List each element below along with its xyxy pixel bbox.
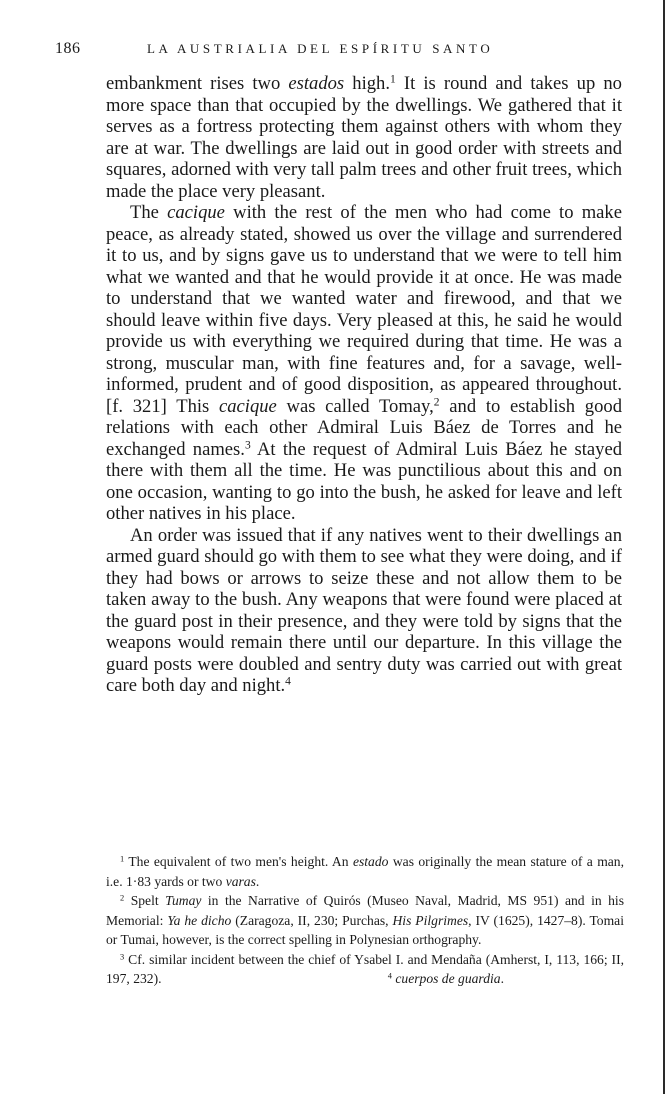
running-head: LA AUSTRIALIA DEL ESPÍRITU SANTO [147, 41, 494, 56]
footnotes [106, 852, 624, 989]
footnote-ref-2: 2 [433, 396, 440, 409]
page-edge-line [663, 0, 665, 1094]
page-number: 186 [55, 40, 81, 57]
body-text [106, 73, 622, 697]
footnote-ref-3: 3 [244, 439, 251, 452]
footnote-2: $^2$ Spelt Tumay in the Narrative of Quirós (Museo Naval, Madrid, MS 951) and in his Memorial: Ya he dicho (Zaragoza, II, 230; Purchas, His Pilgrimes, IV (1625), 1427–8). Tomai or Tumai, however, is the correct spelling in Polynesian orthography. [106, 892, 624, 947]
paragraph-1: embankment rises two estados high.$^1$ It is round and takes up no more space than that occupied by the dwellings. We gathered that it serves as a fortress protecting them against others with whom they are at war. The dwellings are laid out in good order with streets and squares, adorned with very tall palm trees and other fruit trees, which made the place very pleasant. [106, 73, 622, 202]
footnote-3: $^3$ Cf. similar incident between the chief of Ysabel I. and Mendaña (Amherst, I, 113, 166; II, 197, 232). [106, 950, 624, 986]
paragraph-2: The cacique with the rest of the men who had come to make peace, as already stated, showed us over the village and surrendered it to us, and by signs gave us to understand that we were to tell him what we wanted and that he would provide it at once. He was made to understand that we wanted water and firewood, and that we should leave within five days. Very pleased at this, he said he would provide us with everything we required during that time. He was a strong, muscular man, with fine features and, for a savage, well-informed, prudent and of good disposition, as appeared throughout. [f. 321] This cacique was called Tomay,$^2$ and to establish good relations with each other Admiral Luis Báez de Torres and he exchanged names.$^3$ At the request of Admiral Luis Báez he stayed there with them all the time. He was punctilious about this and on one occasion, wanting to go into the bush, he asked for leave and left other natives in his place. [106, 202, 622, 524]
footnote-4: $^4$ cuerpos de guardia. [387, 970, 504, 986]
footnote-ref-1: 1 [389, 73, 396, 86]
footnote-3-4-line [106, 950, 624, 989]
footnote-1: $^1$ The equivalent of two men's height. An estado was originally the mean stature of a man, i.e. 1·83 yards or two varas. [106, 853, 625, 889]
page-header [55, 40, 625, 60]
paragraph-3: An order was issued that if any natives went to their dwellings an armed guard should go with them to see what they were doing, and if they had bows or arrows to seize these and not allow them to be taken away to the bush. Any weapons that were found were placed at the guard post in their presence, and they were told by signs that the weapons would remain there until our departure. In this village the guard posts were doubled and sentry duty was carried out with great care both day and night.$^4$ [106, 524, 622, 696]
footnote-ref-4: 4 [285, 675, 291, 688]
